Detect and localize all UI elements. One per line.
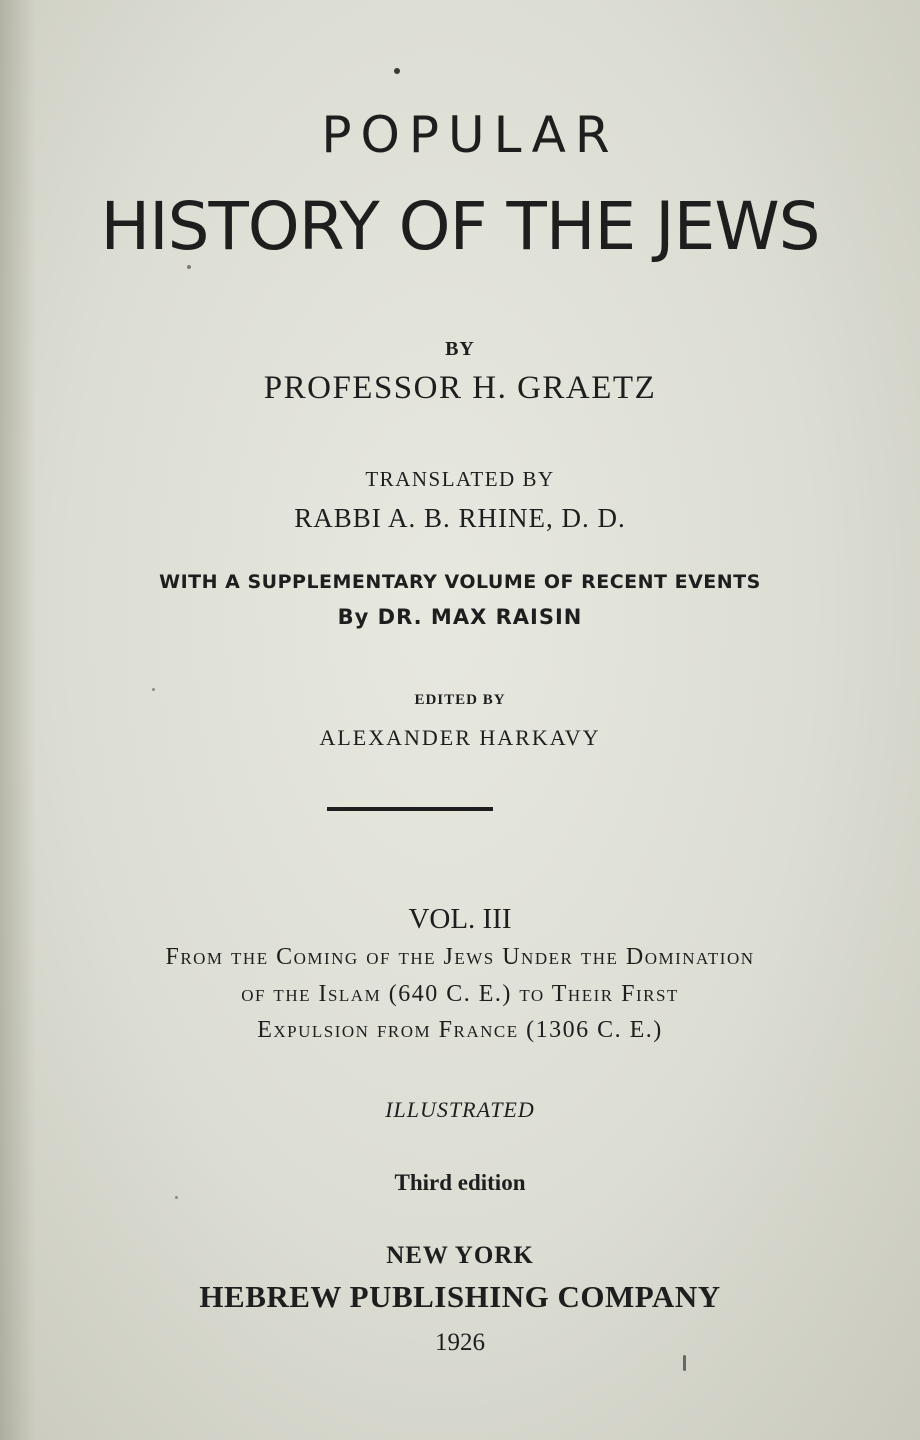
supplement-line: WITH A SUPPLEMENTARY VOLUME OF RECENT EVENTS — [159, 571, 761, 593]
publisher-city: NEW YORK — [386, 1242, 534, 1269]
translated-by-label: TRANSLATED BY — [365, 467, 555, 491]
illustrated-note: ILLUSTRATED — [385, 1097, 535, 1122]
edited-by-label: EDITED BY — [414, 692, 506, 708]
paper-speck — [175, 1196, 178, 1199]
paper-speck — [187, 265, 191, 269]
volume-number: VOL. III — [408, 903, 512, 935]
book-title: HISTORY OF THE JEWS — [100, 188, 820, 265]
supplement-author: By DR. MAX RAISIN — [337, 605, 583, 629]
publication-year: 1926 — [435, 1329, 485, 1356]
edition-note: Third edition — [394, 1170, 526, 1195]
paper-speck — [394, 68, 400, 74]
by-label: BY — [445, 338, 475, 360]
publisher-name: HEBREW PUBLISHING COMPANY — [199, 1279, 721, 1314]
volume-subtitle-line: From the Coming of the Jews Under the Domination — [165, 944, 755, 970]
volume-subtitle-line: of the Islam (640 C. E.) to Their First — [241, 981, 679, 1007]
volume-subtitle-line: Expulsion from France (1306 C. E.) — [257, 1017, 663, 1043]
author-name: PROFESSOR H. GRAETZ — [263, 370, 657, 406]
divider-rule — [327, 807, 493, 811]
editor-name: ALEXANDER HARKAVY — [319, 725, 601, 750]
paper-speck — [152, 688, 155, 691]
title-line-popular: POPULAR — [321, 106, 619, 164]
paper-speck — [683, 1355, 686, 1371]
translator-name: RABBI A. B. RHINE, D. D. — [294, 503, 626, 533]
